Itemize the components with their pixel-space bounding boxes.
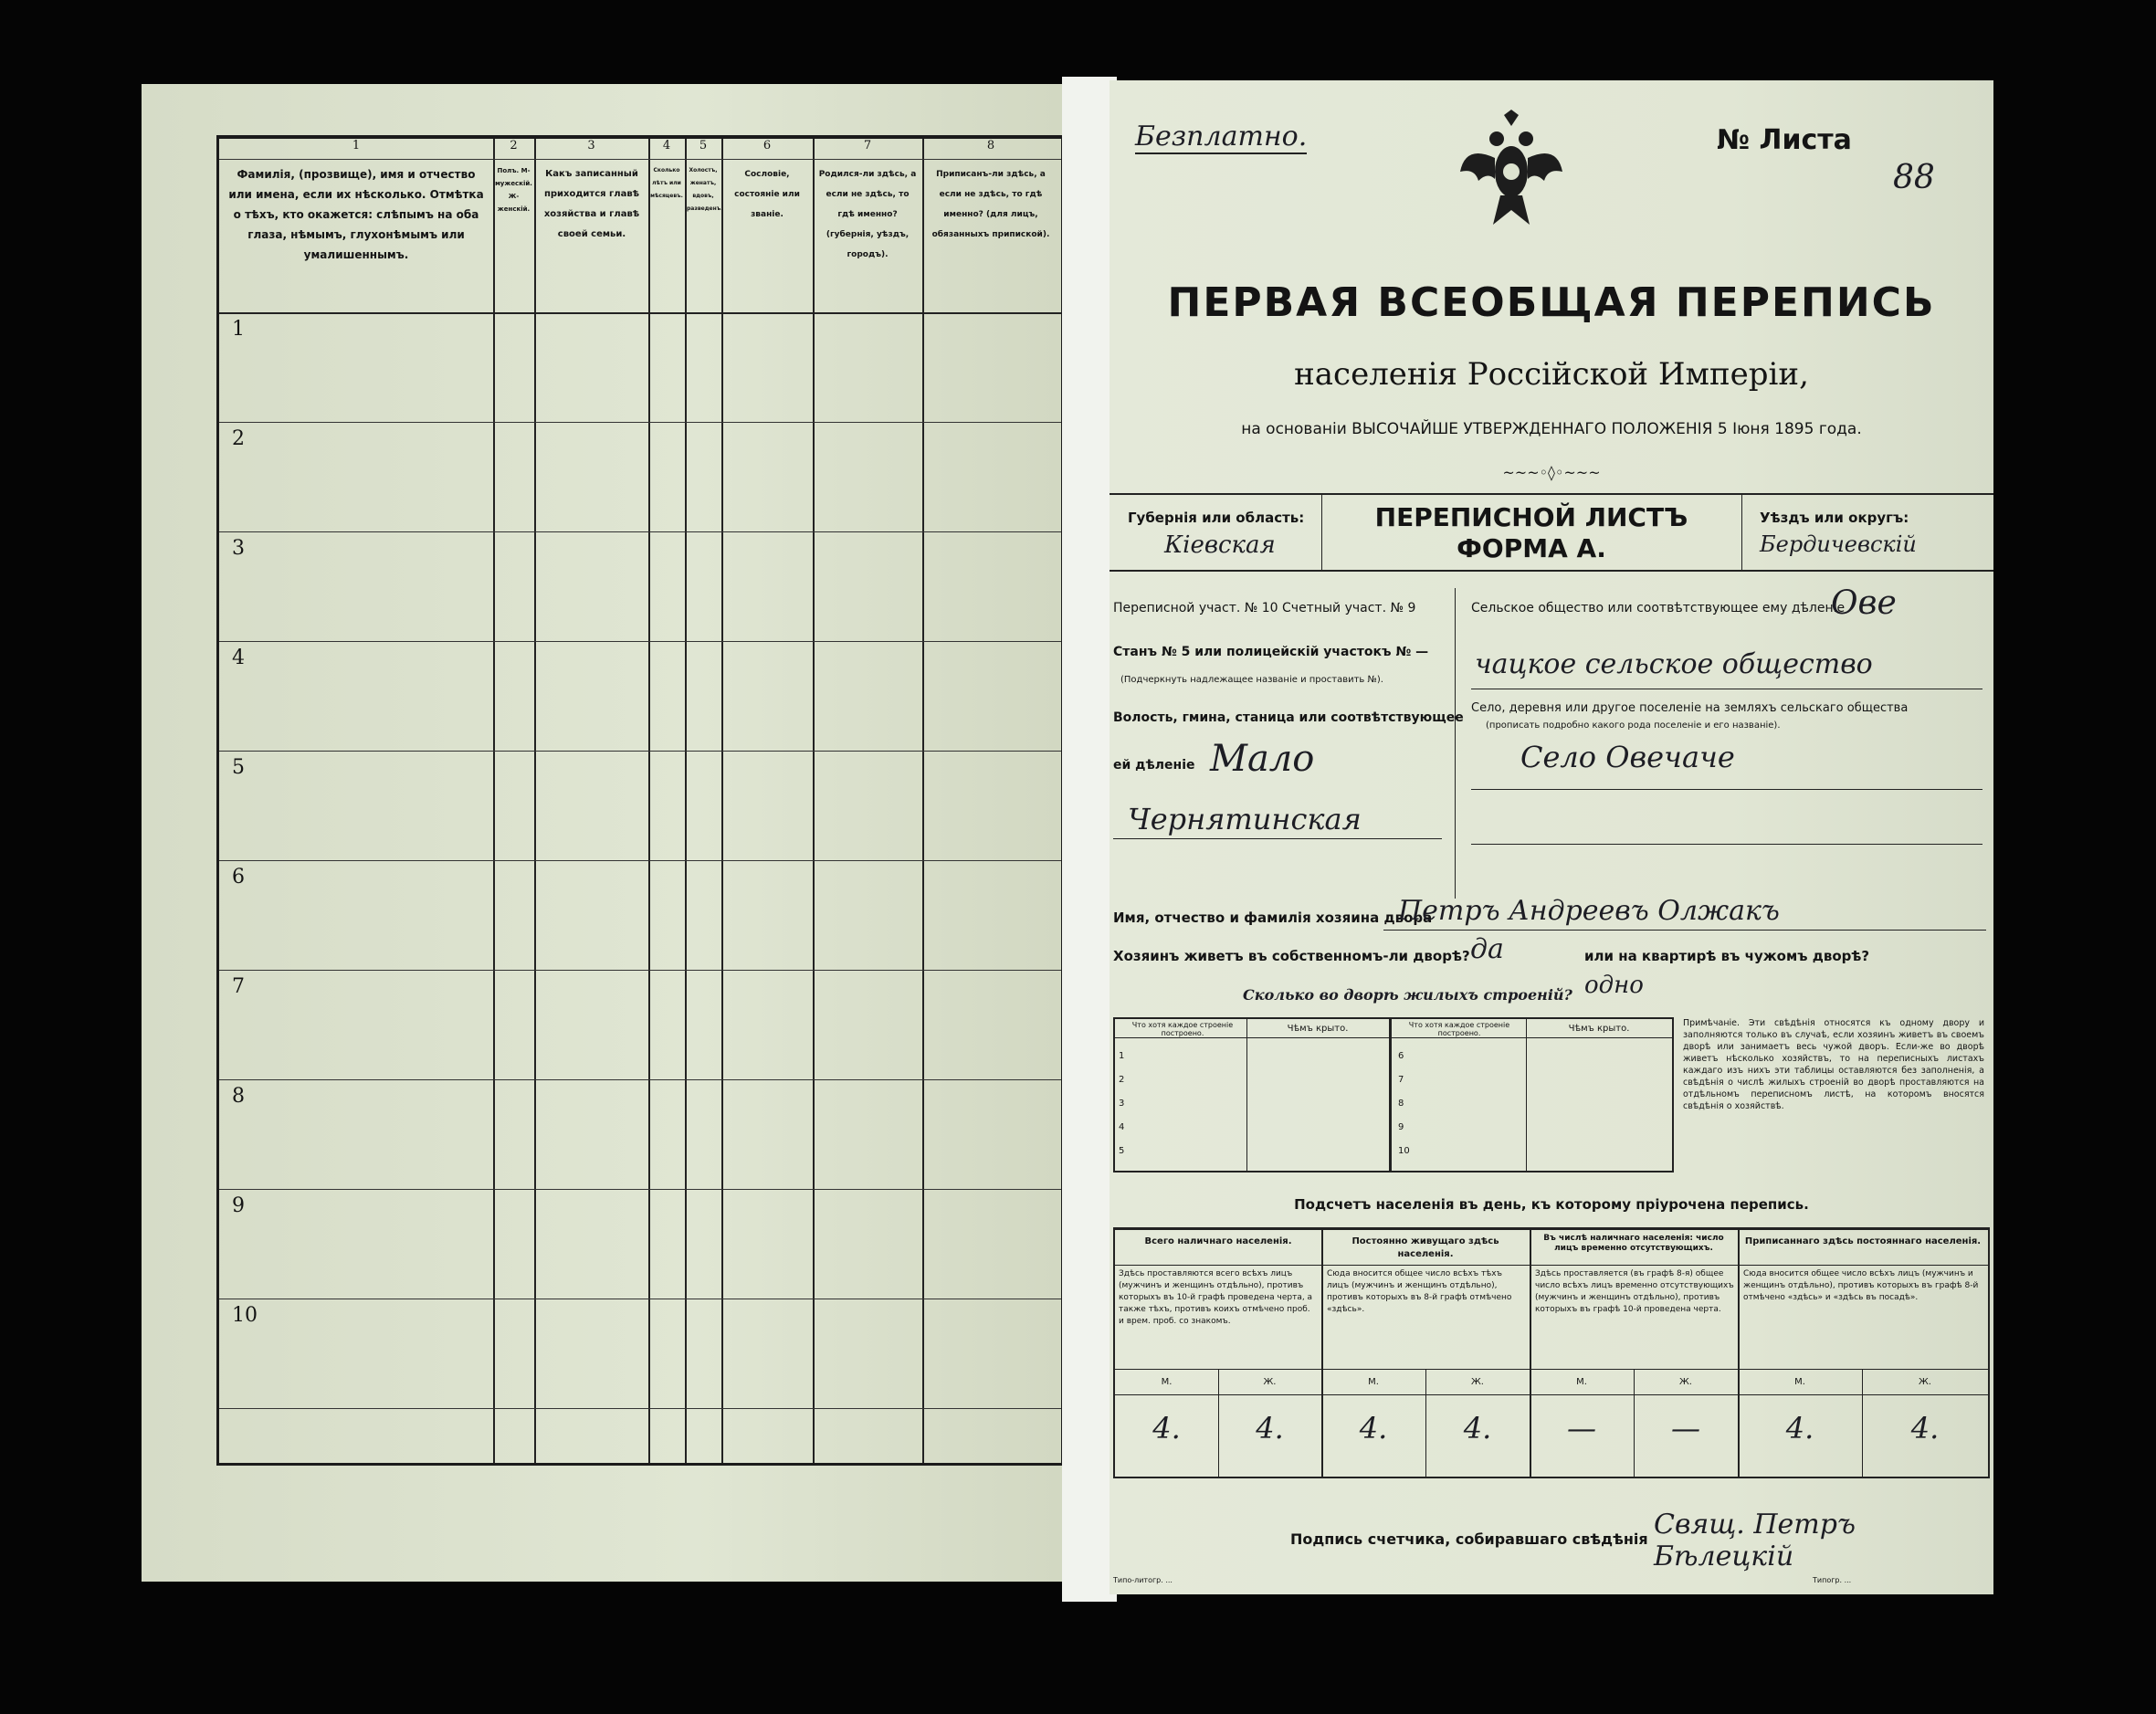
- summary-value: —: [1671, 1411, 1700, 1446]
- volost-value-2: Чернятинская: [1128, 802, 1362, 836]
- header-box-bottom: [1110, 570, 1993, 572]
- header-box-top: [1110, 493, 1993, 495]
- summary-header-resident: Постоянно живущаго здѣсь населенія.: [1351, 1236, 1499, 1259]
- village-value: Село Овечаче: [1520, 740, 1735, 774]
- uezd-value: Бердичевскій: [1760, 531, 1917, 557]
- summary-sex-rule-h: [1115, 1394, 1988, 1395]
- buildings-header-material: Что хотя каждое строеніе построено.: [1131, 1021, 1234, 1037]
- buildings-row-number: 2: [1119, 1075, 1125, 1085]
- buildings-header-roof: Чѣмъ крыто.: [1287, 1024, 1349, 1034]
- form-name: ПЕРЕПИСНОЙ ЛИСТЪ: [1374, 502, 1688, 532]
- document-subtitle: населенія Россійской Имперіи,: [1294, 356, 1809, 393]
- summary-value: —: [1567, 1411, 1596, 1446]
- row-rule: [219, 531, 1061, 532]
- printer-imprint: Типогр. ...: [1813, 1576, 1852, 1584]
- uchastok-line: Переписной участ. № 10 Счетный участ. № 9: [1113, 601, 1416, 615]
- guberniya-label: Губернія или область:: [1128, 510, 1305, 526]
- printer-imprint: Типо-литогр. ...: [1113, 1576, 1173, 1584]
- sheet-number-label: № Листа: [1717, 124, 1852, 156]
- sex-label: М.: [1161, 1377, 1173, 1387]
- owner-label: Имя, отчество и фамилія хозяина двора: [1113, 910, 1433, 926]
- village-note: (прописать подробно какого рода поселеніе и его названіе).: [1486, 720, 1781, 731]
- summary-value: 4.: [1463, 1411, 1492, 1446]
- column-divider: [685, 139, 687, 1463]
- column-divider: [493, 139, 495, 1463]
- volost-label-2: ей дѣленіе: [1113, 758, 1195, 773]
- middle-divider: [1455, 588, 1456, 899]
- buildings-row-number: 10: [1398, 1146, 1410, 1156]
- buildings-table-divider: [1389, 1019, 1392, 1171]
- row-number: 7: [232, 975, 245, 998]
- summary-value: 4.: [1256, 1411, 1284, 1446]
- column-header-estate: Сословіе, состояніе или званіе.: [734, 170, 800, 219]
- summary-value: 4.: [1152, 1411, 1181, 1446]
- buildings-col-rule: [1246, 1019, 1247, 1171]
- document-title: ПЕРВАЯ ВСЕОБЩАЯ ПЕРЕПИСЬ: [1167, 279, 1936, 326]
- double-headed-eagle-icon: [1457, 108, 1566, 231]
- signature-label: Подпись счетчика, собиравшаго свѣдѣнія: [1290, 1530, 1648, 1548]
- uezd-label: Уѣздъ или округъ:: [1760, 510, 1909, 526]
- summary-header-absent: Въ числѣ наличнаго населенія: число лицъ временно отсутствующихъ.: [1543, 1234, 1724, 1253]
- column-header-sex: Полъ. М-мужескій. Ж-женскій.: [495, 167, 532, 213]
- volost-underline: [1113, 838, 1442, 839]
- column-header-marital: Холостъ, женатъ, вдовъ, разведенъ.: [687, 167, 723, 212]
- row-number: 1: [232, 318, 245, 341]
- buildings-header-roof: Чѣмъ крыто.: [1568, 1024, 1630, 1034]
- guberniya-value: Кіевская: [1164, 531, 1276, 559]
- buildings-row-number: 4: [1119, 1122, 1125, 1132]
- owner-value: Петръ Андреевъ Олжакъ: [1398, 895, 1780, 927]
- form-letter: ФОРМА А.: [1457, 533, 1606, 563]
- buildings-header-material: Что хотя каждое строеніе построено.: [1408, 1021, 1510, 1037]
- sex-label: М.: [1368, 1377, 1379, 1387]
- volost-label: Волость, гмина, станица или соотвѣтствующее: [1113, 710, 1464, 725]
- column-number: 1: [352, 139, 361, 152]
- column-number: 2: [510, 139, 518, 152]
- buildings-col-rule: [1526, 1019, 1527, 1171]
- buildings-value: одно: [1584, 972, 1644, 999]
- column-divider: [922, 139, 924, 1463]
- header-rule: [219, 312, 1061, 314]
- column-divider: [534, 139, 536, 1463]
- society-value-1: Ове: [1831, 584, 1897, 622]
- row-rule: [219, 970, 1061, 971]
- buildings-label: Сколько во дворѣ жилыхъ строеній?: [1243, 986, 1572, 1004]
- free-label: Безплатно.: [1135, 121, 1308, 152]
- row-number: 8: [232, 1085, 245, 1108]
- row-number: 6: [232, 866, 245, 889]
- left-page: [142, 84, 1064, 1582]
- buildings-row-number: 8: [1398, 1099, 1404, 1109]
- sex-label: М.: [1576, 1377, 1587, 1387]
- row-number: 10: [232, 1304, 258, 1327]
- sex-label: М.: [1794, 1377, 1805, 1387]
- column-divider: [813, 139, 815, 1463]
- volost-value-1: Мало: [1210, 738, 1315, 780]
- buildings-table: [1113, 1017, 1674, 1172]
- buildings-row-number: 3: [1119, 1099, 1125, 1109]
- summary-value: 4.: [1785, 1411, 1814, 1446]
- sex-label: Ж.: [1919, 1377, 1931, 1387]
- summary-desc: Сюда вносится общее число всѣхъ тѣхъ лицъ (мужчинъ и женщинъ отдѣльно), противъ которыхъ въ 8-й графѣ отмѣчено «здѣсь».: [1327, 1269, 1512, 1314]
- society-label: Сельское общество или соотвѣтствующее ему дѣленіе: [1471, 601, 1846, 615]
- own-yard-label: Хозяинъ живетъ въ собственномъ-ли дворѣ?: [1113, 948, 1470, 964]
- row-rule: [219, 1189, 1061, 1190]
- row-number: 2: [232, 427, 245, 450]
- buildings-row-number: 1: [1119, 1051, 1125, 1061]
- summary-value: 4.: [1359, 1411, 1388, 1446]
- buildings-row-number: 5: [1119, 1146, 1125, 1156]
- row-rule: [219, 641, 1061, 642]
- buildings-row-number: 7: [1398, 1075, 1404, 1085]
- summary-desc: Сюда вносится общее число всѣхъ лицъ (мужчинъ и женщинъ отдѣльно), противъ которыхъ въ графѣ 8-й отмѣчено «здѣсь» и «здѣсь въ посадѣ».: [1743, 1269, 1979, 1302]
- summary-desc: Здѣсь проставляется (въ графѣ 8-я) общее число всѣхъ лицъ временно отсутствующихъ (мужчинъ и женщинъ отдѣльно), противъ которыхъ въ графѣ 10-й проведена черта.: [1535, 1269, 1734, 1314]
- summary-header-registered: Приписаннаго здѣсь постояннаго населенія.: [1744, 1236, 1982, 1246]
- village-underline: [1471, 789, 1982, 790]
- population-summary-table: [1113, 1227, 1990, 1478]
- row-rule: [219, 860, 1061, 861]
- village-label: Село, деревня или другое поселеніе на земляхъ сельскаго общества: [1471, 701, 1909, 715]
- row-rule: [219, 1079, 1061, 1080]
- column-header-age: Сколько лѣтъ или мѣсяцевъ.: [650, 167, 683, 199]
- column-header-registration: Приписанъ-ли здѣсь, а если не здѣсь, то гдѣ именно? (для лицъ, обязанныхъ припиской).: [931, 170, 1050, 239]
- signature-value: Свящ. Петръ Бѣлецкій: [1654, 1509, 1856, 1572]
- row-number: 3: [232, 537, 245, 560]
- row-number: 9: [232, 1194, 245, 1217]
- column-divider: [721, 139, 723, 1463]
- sheet-number-value: 88: [1893, 159, 1935, 196]
- legal-basis: на основаніи ВЫСОЧАЙШЕ УТВЕРЖДЕННАГО ПОЛОЖЕНІЯ 5 Іюня 1895 года.: [1241, 420, 1862, 438]
- ornament: ~~~◦◊◦~~~: [1502, 464, 1601, 481]
- column-number-rule: [219, 159, 1061, 160]
- column-number: 6: [762, 139, 772, 152]
- column-header-relation: Какъ записанный приходится главѣ хозяйства и главѣ своей семьи.: [543, 169, 640, 239]
- column-number: 3: [587, 139, 595, 152]
- rented-label: или на квартирѣ въ чужомъ дворѣ?: [1584, 948, 1870, 964]
- header-box-divider: [1741, 493, 1742, 570]
- column-divider: [648, 139, 650, 1463]
- sex-label: Ж.: [1471, 1377, 1484, 1387]
- own-yard-value: да: [1470, 933, 1504, 965]
- row-number: 5: [232, 756, 245, 779]
- column-number: 7: [863, 139, 872, 152]
- row-number: 4: [232, 647, 245, 669]
- buildings-row-number: 9: [1398, 1122, 1404, 1132]
- row-rule: [219, 422, 1061, 423]
- column-number: 4: [662, 139, 671, 152]
- right-page: [1110, 80, 1993, 1594]
- stan-note: (Подчеркнуть надлежащее названіе и проставить №).: [1120, 675, 1383, 685]
- column-number: 8: [986, 139, 995, 152]
- society-value-2: чацкое сельское общество: [1475, 648, 1873, 680]
- sex-label: Ж.: [1679, 1377, 1692, 1387]
- row-rule: [219, 1408, 1061, 1409]
- buildings-note: Примѣчаніе. Эти свѣдѣнія относятся къ одному двору и заполняются только въ случаѣ, если хозяинъ живетъ въ своемъ дворѣ или занимаетъ весь чужой дворъ. Если-же во дворѣ живетъ нѣсколько хозяйствъ, то на переписныхъ листахъ каждаго изъ нихъ эти таблицы оставляются без заполненія, а свѣдѣнія о числѣ жилыхъ строеній во дворѣ проставляются на отдѣльномъ переписномъ листѣ, на которомъ вносятся свѣдѣнія о хозяйствѣ.: [1683, 1018, 1984, 1111]
- household-members-table: [216, 135, 1064, 1466]
- buildings-row-number: 6: [1398, 1051, 1404, 1061]
- summary-header-total: Всего наличнаго населенія.: [1144, 1236, 1292, 1246]
- column-number: 5: [699, 139, 708, 152]
- stan-line: Станъ № 5 или полицейскій участокъ № —: [1113, 645, 1429, 659]
- sex-label: Ж.: [1263, 1377, 1277, 1387]
- book-gutter: [1062, 77, 1117, 1602]
- row-rule: [219, 751, 1061, 752]
- column-header-birthplace: Родился-ли здѣсь, а если не здѣсь, то гдѣ именно? (губернія, уѣздъ, городъ).: [818, 170, 917, 259]
- summary-value: 4.: [1910, 1411, 1940, 1446]
- summary-title: Подсчетъ населенія въ день, къ которому пріурочена перепись.: [1294, 1196, 1809, 1213]
- summary-head-rule: [1115, 1265, 1988, 1266]
- summary-desc: Здѣсь проставляются всего всѣхъ лицъ (мужчинъ и женщинъ отдѣльно), противъ которыхъ въ 10-й графѣ проведена черта, а также тѣхъ, противъ коихъ отмѣчено проб. и врем. проб. со знакомъ.: [1119, 1269, 1313, 1326]
- column-header-name: Фамилія, (прозвище), имя и отчество или имена, если их нѣсколько. Отмѣтка о тѣхъ, кто окажется: слѣпымъ на оба глаза, нѣмымъ, глухонѣмымъ или умалишеннымъ.: [228, 168, 484, 261]
- village-underline-2: [1471, 844, 1982, 845]
- owner-underline: [1383, 930, 1986, 931]
- buildings-head-rule: [1115, 1037, 1672, 1038]
- summary-desc-rule: [1115, 1369, 1988, 1370]
